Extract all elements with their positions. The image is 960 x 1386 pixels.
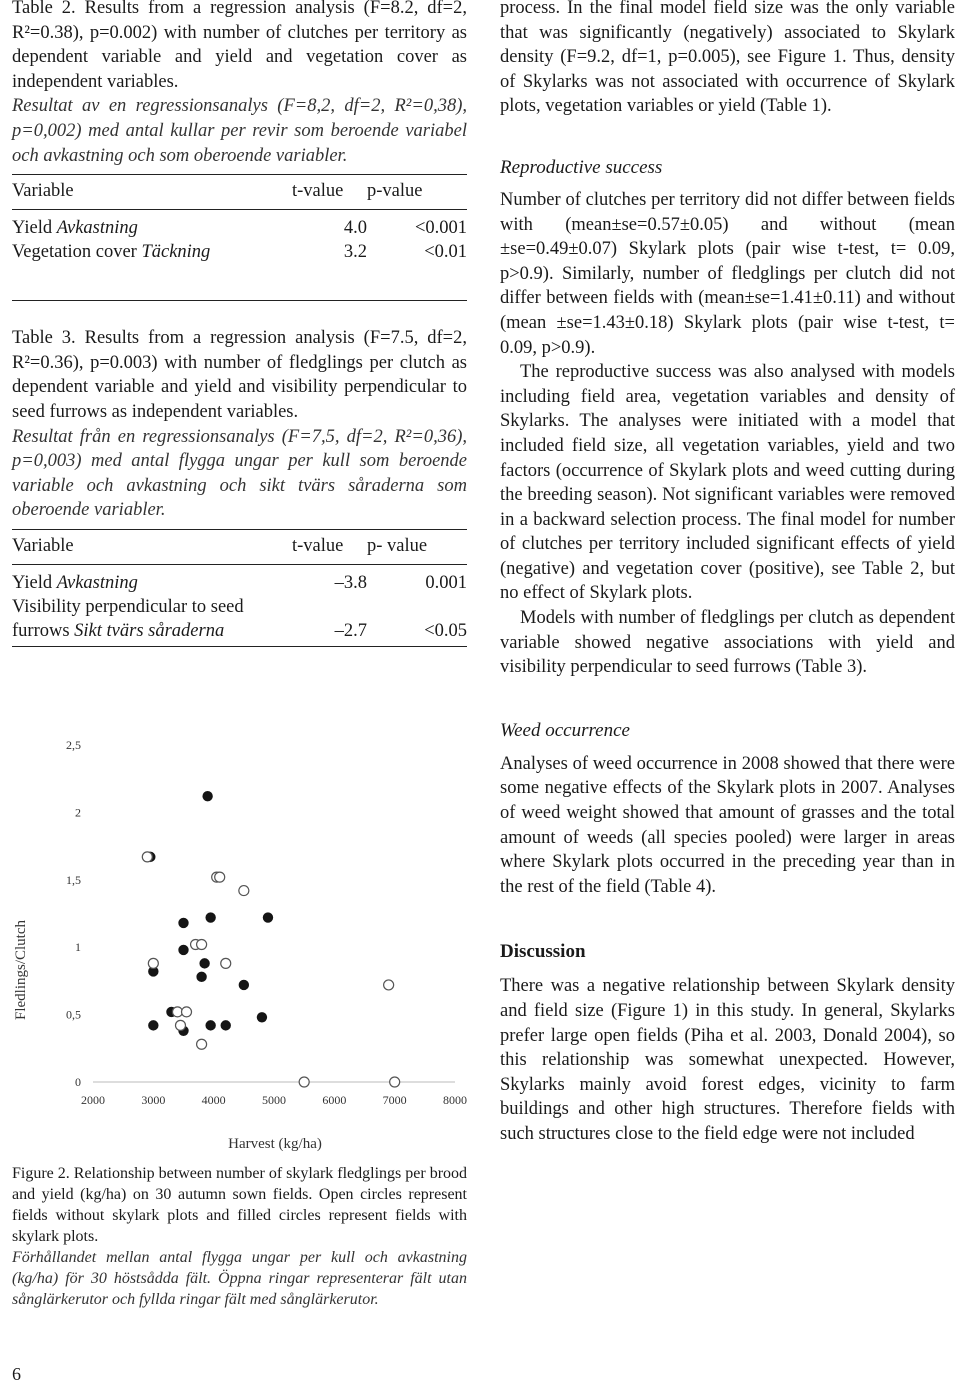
table2-col-t: t-value xyxy=(292,181,344,202)
y-tick-label: 0 xyxy=(75,1075,81,1089)
right-paragraph-5: Analyses of weed occurrence in 2008 showed that there were some negative effects of the Skylark plots in 2007. Analyses of weed weight showed that amount of grasses and the total amount of weeds (all species pooled) were larger in areas where Skylark plots occurred in the preceding year than in the rest of the field (Table 4). xyxy=(500,753,955,897)
filled-point xyxy=(200,959,209,968)
table3-col-variable: Variable xyxy=(12,535,74,556)
table3-caption-sv: Resultat från en regressionsanalys (F=7,5, df=2, R²=0,36), p=0,003) med antal flygga ungar per kull som beroende variable och avkastning och sikt tvärs såraderna som oberoende variabler. xyxy=(12,426,467,521)
right-paragraph-3: The reproductive success was also analysed with models including field area, vegetation variables and density of Skylarks. The analyses were initiated with a model that included field size, all vegetation variables, yield and two factors (occurrence of Skylark plots and weed cutting during the breeding season). Not significant variables were removed in a backward selection process. The final model for number of clutches per territory included significant effects of yield (negative) and vegetation cover (positive), see Table 2, but no effect of Skylark plots. xyxy=(500,362,955,604)
figure2-caption xyxy=(12,1163,467,1310)
filled-point xyxy=(263,913,272,922)
table3-caption-en: Table 3. Results from a regression analysis (F=7.5, df=2, R²=0.36), p=0.003) with number of fledglings per clutch as dependent variable and yield and visibility perpendicular to seed furrows as independent variables. xyxy=(12,328,467,422)
filled-point xyxy=(203,792,212,801)
open-point xyxy=(221,958,231,968)
open-point xyxy=(182,1007,192,1017)
figure2-caption-en: Figure 2. Relationship between number of skylark fledglings per brood and yield (kg/ha) on 30 autumn sown fields. Open circles represent fields without skylark plots and filled circles represent fields with skylark plots. xyxy=(12,1165,468,1245)
figure2-caption-sv: Förhållandet mellan antal flygga ungar per kull och avkastning (kg/ha) för 30 höstsådda fält. Öppna ringar representerar fält utan sånglärkerutor och fyllda ringar fält med sånglärkerutor. xyxy=(12,1249,467,1308)
table2-row1-p: <0.001 xyxy=(414,218,467,239)
discussion-heading: Discussion xyxy=(500,941,586,963)
table2-caption-sv: Resultat av en regressionsanalys (F=8,2, df=2, R²=0,38), p=0,002) med antal kullar per revir som beroende variabel och avkastning och som oberoende variabler. xyxy=(12,96,467,166)
table2-header-row xyxy=(12,175,467,210)
table3-row2-p: <0.05 xyxy=(424,620,467,641)
x-tick-label: 8000 xyxy=(443,1093,467,1107)
table3-header-row xyxy=(12,529,467,564)
table2-col-p: p-value xyxy=(367,181,423,202)
table-row xyxy=(12,240,467,301)
table3-row2-variable: Visibility perpendicular to seed furrows Sikt tvärs såraderna xyxy=(12,596,244,641)
table3-row1-p: 0.001 xyxy=(425,572,467,593)
y-tick-label: 2 xyxy=(75,805,81,820)
open-point xyxy=(197,940,207,950)
right-paragraph-6: There was a negative relationship between Skylark density and field size (Figure 1) in this study. In general, Skylarks prefer large open fields (Piha et al. 2003, Donald 2004), so this relationship was somewhat unexpected. However, Skylarks mainly avoid forest edges, vicinity to farm buildings and other high structures. Therefore fields with such structures close to the field edge were not included xyxy=(500,976,955,1144)
page-number: 6 xyxy=(12,1364,21,1384)
filled-point xyxy=(149,1021,158,1030)
reproductive-success-heading: Reproductive success xyxy=(500,156,663,178)
table-row xyxy=(12,210,467,241)
table2-row1-variable: Yield Avkastning xyxy=(12,218,138,239)
open-point xyxy=(384,980,394,990)
left-column xyxy=(12,0,467,647)
open-point xyxy=(215,872,225,882)
open-point xyxy=(299,1077,309,1087)
filled-point xyxy=(206,1021,215,1030)
figure2-scatter-chart xyxy=(0,725,480,1155)
table2-row2-t: 3.2 xyxy=(343,242,367,263)
x-tick-label: 4000 xyxy=(201,1093,226,1107)
right-paragraph-4: Models with number of fledglings per clutch as dependent variable showed negative associations with yield and visibility perpendicular to seed furrows (Table 3). xyxy=(500,608,955,678)
table3 xyxy=(12,529,467,647)
y-tick-label: 0,5 xyxy=(66,1007,81,1022)
table3-col-t: t-value xyxy=(292,535,344,556)
filled-point xyxy=(197,972,206,981)
weed-occurrence-heading: Weed occurrence xyxy=(500,719,630,741)
filled-point xyxy=(239,980,248,989)
table2-row2-variable: Vegetation cover Täckning xyxy=(12,242,211,263)
table-row xyxy=(12,564,467,595)
open-point xyxy=(142,852,152,862)
open-point xyxy=(390,1077,400,1087)
filled-point xyxy=(206,913,215,922)
y-tick-label: 1,5 xyxy=(66,872,81,887)
open-point xyxy=(239,886,249,896)
table2 xyxy=(12,174,467,301)
table3-row1-t: –3.8 xyxy=(334,572,367,593)
x-tick-label: 5000 xyxy=(262,1093,286,1107)
right-column xyxy=(500,0,955,1147)
chart-points xyxy=(142,792,399,1087)
y-tick-label: 1 xyxy=(75,940,81,955)
filled-point xyxy=(257,1013,266,1022)
x-tick-label: 6000 xyxy=(322,1093,347,1107)
table3-row2-t: –2.7 xyxy=(334,620,367,641)
right-paragraph-1: process. In the final model field size was the only variable that was significantly (negatively) associated to Skylark density (F=9.2, df=1, p=0.005), see Figure 1. Thus, density of Skylarks was not associated with occurrence of Skylark plots, vegetation variables or yield (Table 1). xyxy=(500,0,955,117)
chart-x-axis-label: Harvest (kg/ha) xyxy=(228,1136,322,1152)
right-paragraph-2: Number of clutches per territory did not differ between fields with (mean±se=0.57±0.05) and without (mean ±se=0.49±0.07) Skylark plots (pair wise t-test, t= 0.09, p>0.9). Similarly, number of fledglings per clutch did not differ between fields with (mean±se=1.41±0.11) and without (mean ±se=1.43±0.18) Skylark plots (pair wise t-test, t= 0.09, p>0.9). xyxy=(500,189,955,358)
y-tick-label: 2,5 xyxy=(66,738,81,752)
table3-row1-variable: Yield Avkastning xyxy=(12,572,138,593)
open-point xyxy=(197,1039,207,1049)
chart-y-axis-label: Fledlings/Clutch xyxy=(13,919,29,1021)
table2-caption-en: Table 2. Results from a regression analysis (F=8.2, df=2, R²=0.38), p=0.002) with number of clutches per territory as dependent variable and yield and vegetation cover as independent variables. xyxy=(12,0,467,92)
table2-col-variable: Variable xyxy=(12,181,74,202)
open-point xyxy=(175,1020,185,1030)
filled-point xyxy=(179,918,188,927)
table3-col-p: p- value xyxy=(367,535,428,556)
filled-point xyxy=(221,1021,230,1030)
open-point xyxy=(148,958,158,968)
x-tick-label: 7000 xyxy=(382,1093,407,1107)
table2-row1-t: 4.0 xyxy=(343,218,367,239)
table2-row2-p: <0.01 xyxy=(424,242,467,263)
x-tick-label: 3000 xyxy=(141,1093,166,1107)
filled-point xyxy=(179,945,188,954)
table-row xyxy=(12,595,467,647)
x-tick-label: 2000 xyxy=(81,1093,105,1107)
